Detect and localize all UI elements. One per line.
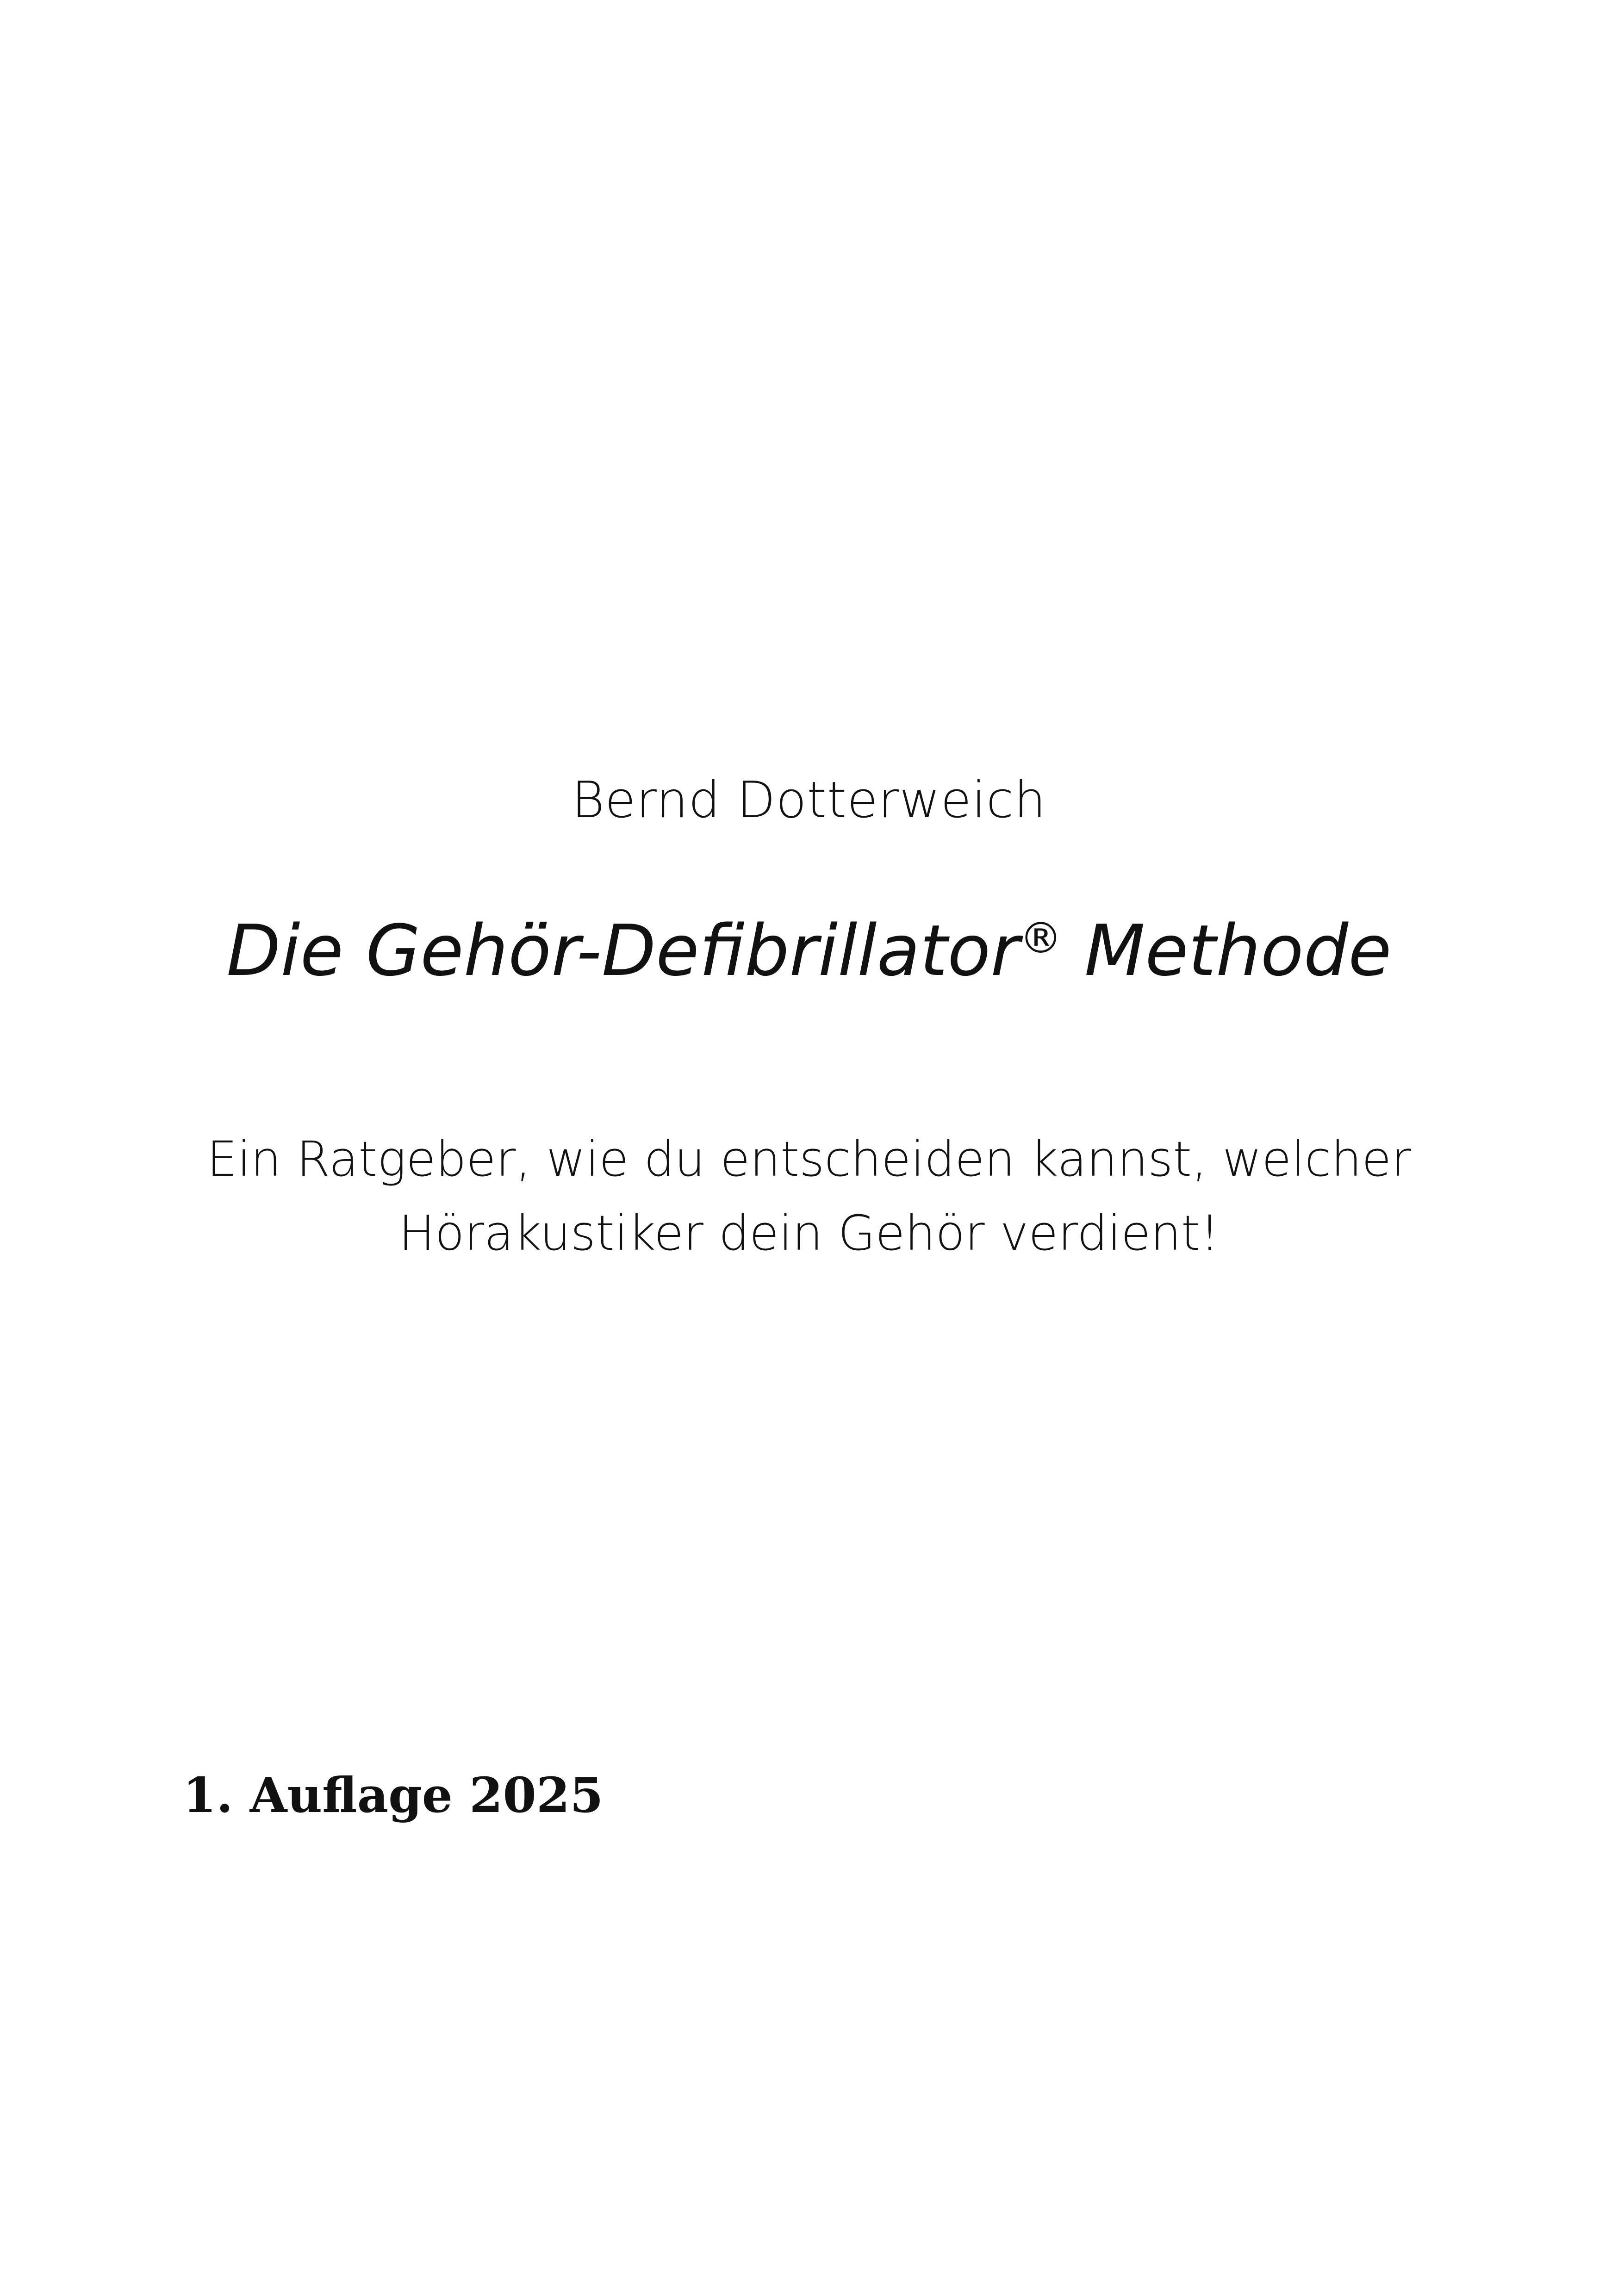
registered-trademark-mark: ® (1019, 913, 1062, 963)
subtitle-line-2: Hörakustiker dein Gehör verdient! (398, 1205, 1220, 1261)
book-title-main: Die Gehör-Defibrillator (226, 910, 1020, 992)
book-title (0, 905, 1618, 997)
book-title-suffix: Methode (1062, 910, 1392, 992)
subtitle-line-1: Ein Ratgeber, wie du entscheiden kannst, welcher (207, 1131, 1411, 1187)
book-subtitle (139, 1122, 1479, 1270)
author-name: Bernd Dotterweich (572, 771, 1046, 829)
edition-label: 1. Auflage 2025 (183, 1767, 604, 1824)
